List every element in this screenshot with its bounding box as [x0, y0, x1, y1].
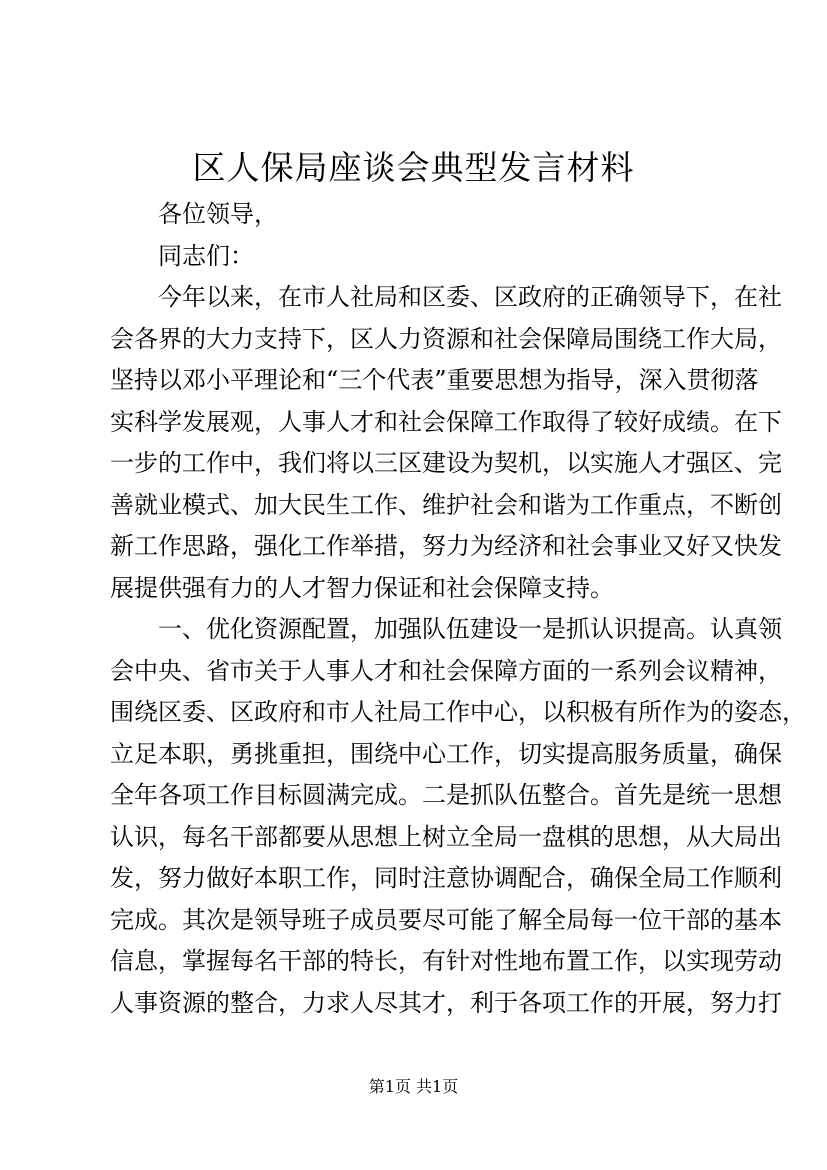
paragraph-line: 展提供强有力的人才智力保证和社会保障支持。 — [110, 573, 614, 602]
paragraph-line: 实科学发展观，人事人才和社会保障工作取得了较好成绩。在下 — [110, 407, 782, 436]
paragraph-line: 善就业模式、加大民生工作、维护社会和谐为工作重点，不断创 — [110, 490, 782, 519]
paragraph-line: 全年各项工作目标圆满完成。二是抓队伍整合。首先是统一思想 — [110, 781, 782, 809]
paragraph-line: 认识，每名干部都要从思想上树立全局一盘棋的思想，从大局出 — [110, 822, 782, 851]
paragraph-line: 今年以来，在市人社局和区委、区政府的正确领导下，在社 — [158, 283, 782, 311]
paragraph-line: 发，努力做好本职工作，同时注意协调配合，确保全局工作顺利 — [110, 864, 782, 892]
paragraph-line: 坚持以邓小平理论和“三个代表”重要思想为指导，深入贯彻落 — [110, 366, 759, 394]
document-body — [110, 194, 806, 1024]
document-title: 区人保局座谈会典型发言材料 — [192, 148, 635, 187]
paragraph-line: 围绕区委、区政府和市人社局工作中心，以积极有所作为的姿态， — [110, 698, 806, 726]
paragraph-line: 人事资源的整合，力求人尽其才，利于各项工作的开展，努力打 — [110, 988, 782, 1017]
salutation-line: 各位领导， — [158, 200, 278, 228]
salutation-line: 同志们： — [158, 241, 254, 270]
paragraph-line: 立足本职，勇挑重担，围绕中心工作，切实提高服务质量，确保 — [110, 739, 782, 768]
paragraph-line: 会各界的大力支持下，区人力资源和社会保障局围绕工作大局， — [110, 324, 782, 353]
paragraph-line: 完成。其次是领导班子成员要尽可能了解全局每一位干部的基本 — [110, 905, 782, 934]
page-footer: 第1页 共1页 — [368, 1077, 459, 1096]
paragraph-line: 信息，掌握每名干部的特长，有针对性地布置工作，以实现劳动 — [110, 947, 782, 975]
paragraph-line: 会中央、省市关于人事人才和社会保障方面的一系列会议精神， — [110, 656, 782, 685]
paragraph-line: 一步的工作中，我们将以三区建设为契机，以实施人才强区、完 — [110, 449, 782, 477]
paragraph-line: 一、优化资源配置，加强队伍建设一是抓认识提高。认真领 — [158, 615, 782, 643]
paragraph-line: 新工作思路，强化工作举措，努力为经济和社会事业又好又快发 — [110, 532, 782, 560]
